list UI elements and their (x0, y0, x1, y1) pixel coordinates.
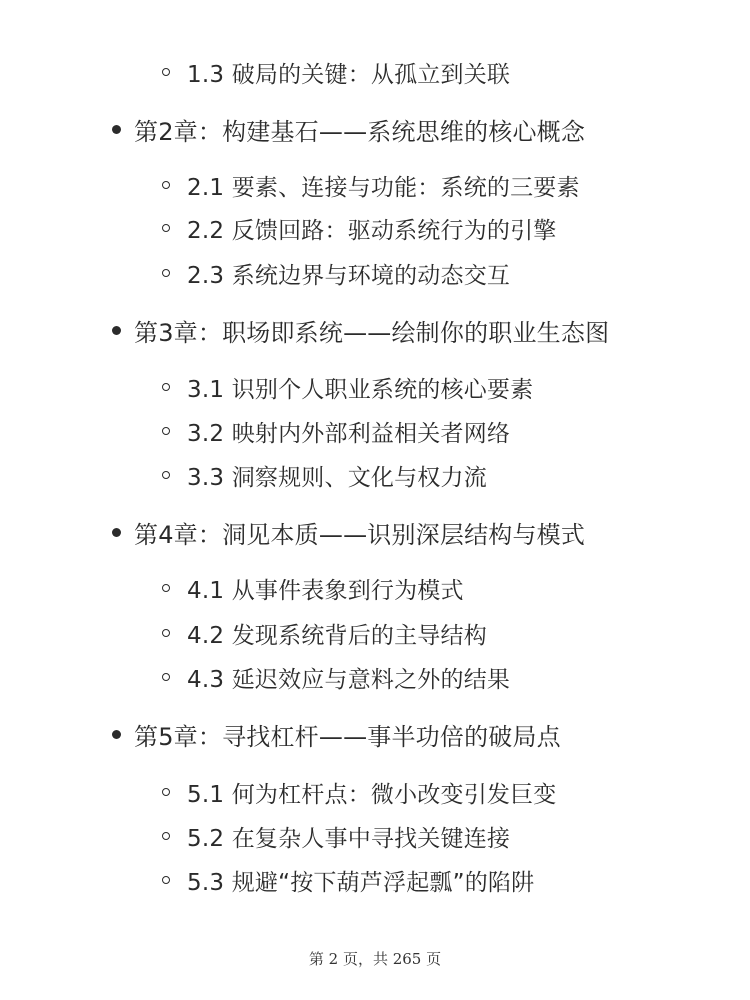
circle-bullet-icon (162, 876, 170, 884)
toc-section-title: 5.2 在复杂人事中寻找关键连接 (187, 825, 511, 852)
toc-section-title: 2.3 系统边界与环境的动态交互 (187, 262, 511, 289)
circle-bullet-icon (162, 788, 170, 796)
toc-section-title: 2.1 要素、连接与功能：系统的三要素 (187, 174, 580, 201)
disc-bullet-icon (112, 730, 121, 739)
toc-section-title: 4.2 发现系统背后的主导结构 (187, 622, 487, 649)
toc-section-title: 2.2 反馈回路：驱动系统行为的引擎 (187, 217, 557, 244)
circle-bullet-icon (162, 383, 170, 391)
toc-section-title: 4.1 从事件表象到行为模式 (187, 577, 464, 604)
toc-chapter-title: 第5章：寻找杠杆——事半功倍的破局点 (134, 722, 561, 751)
toc-section-title: 1.3 破局的关键：从孤立到关联 (187, 61, 511, 88)
circle-bullet-icon (162, 181, 170, 189)
toc-section-title: 3.1 识别个人职业系统的核心要素 (187, 376, 534, 403)
toc-section-title: 3.3 洞察规则、文化与权力流 (187, 464, 487, 491)
circle-bullet-icon (162, 427, 170, 435)
disc-bullet-icon (112, 125, 121, 134)
circle-bullet-icon (162, 224, 170, 232)
circle-bullet-icon (162, 832, 170, 840)
disc-bullet-icon (112, 528, 121, 537)
toc-chapter-title: 第4章：洞见本质——识别深层结构与模式 (134, 520, 586, 549)
circle-bullet-icon (162, 471, 170, 479)
toc-section-title: 4.3 延迟效应与意料之外的结果 (187, 666, 511, 693)
disc-bullet-icon (112, 326, 121, 335)
toc-section-title: 5.3 规避“按下葫芦浮起瓢”的陷阱 (187, 869, 535, 896)
circle-bullet-icon (162, 673, 170, 681)
circle-bullet-icon (162, 629, 170, 637)
circle-bullet-icon (162, 269, 170, 277)
toc-chapter-title: 第3章：职场即系统——绘制你的职业生态图 (134, 318, 610, 347)
circle-bullet-icon (162, 584, 170, 592)
page-number-footer: 第 2 页，共 265 页 (308, 950, 442, 968)
toc-section-title: 5.1 何为杠杆点：微小改变引发巨变 (187, 781, 557, 808)
circle-bullet-icon (162, 68, 170, 76)
toc-chapter-title: 第2章：构建基石——系统思维的核心概念 (134, 117, 586, 146)
toc-section-title: 3.2 映射内外部利益相关者网络 (187, 420, 511, 447)
